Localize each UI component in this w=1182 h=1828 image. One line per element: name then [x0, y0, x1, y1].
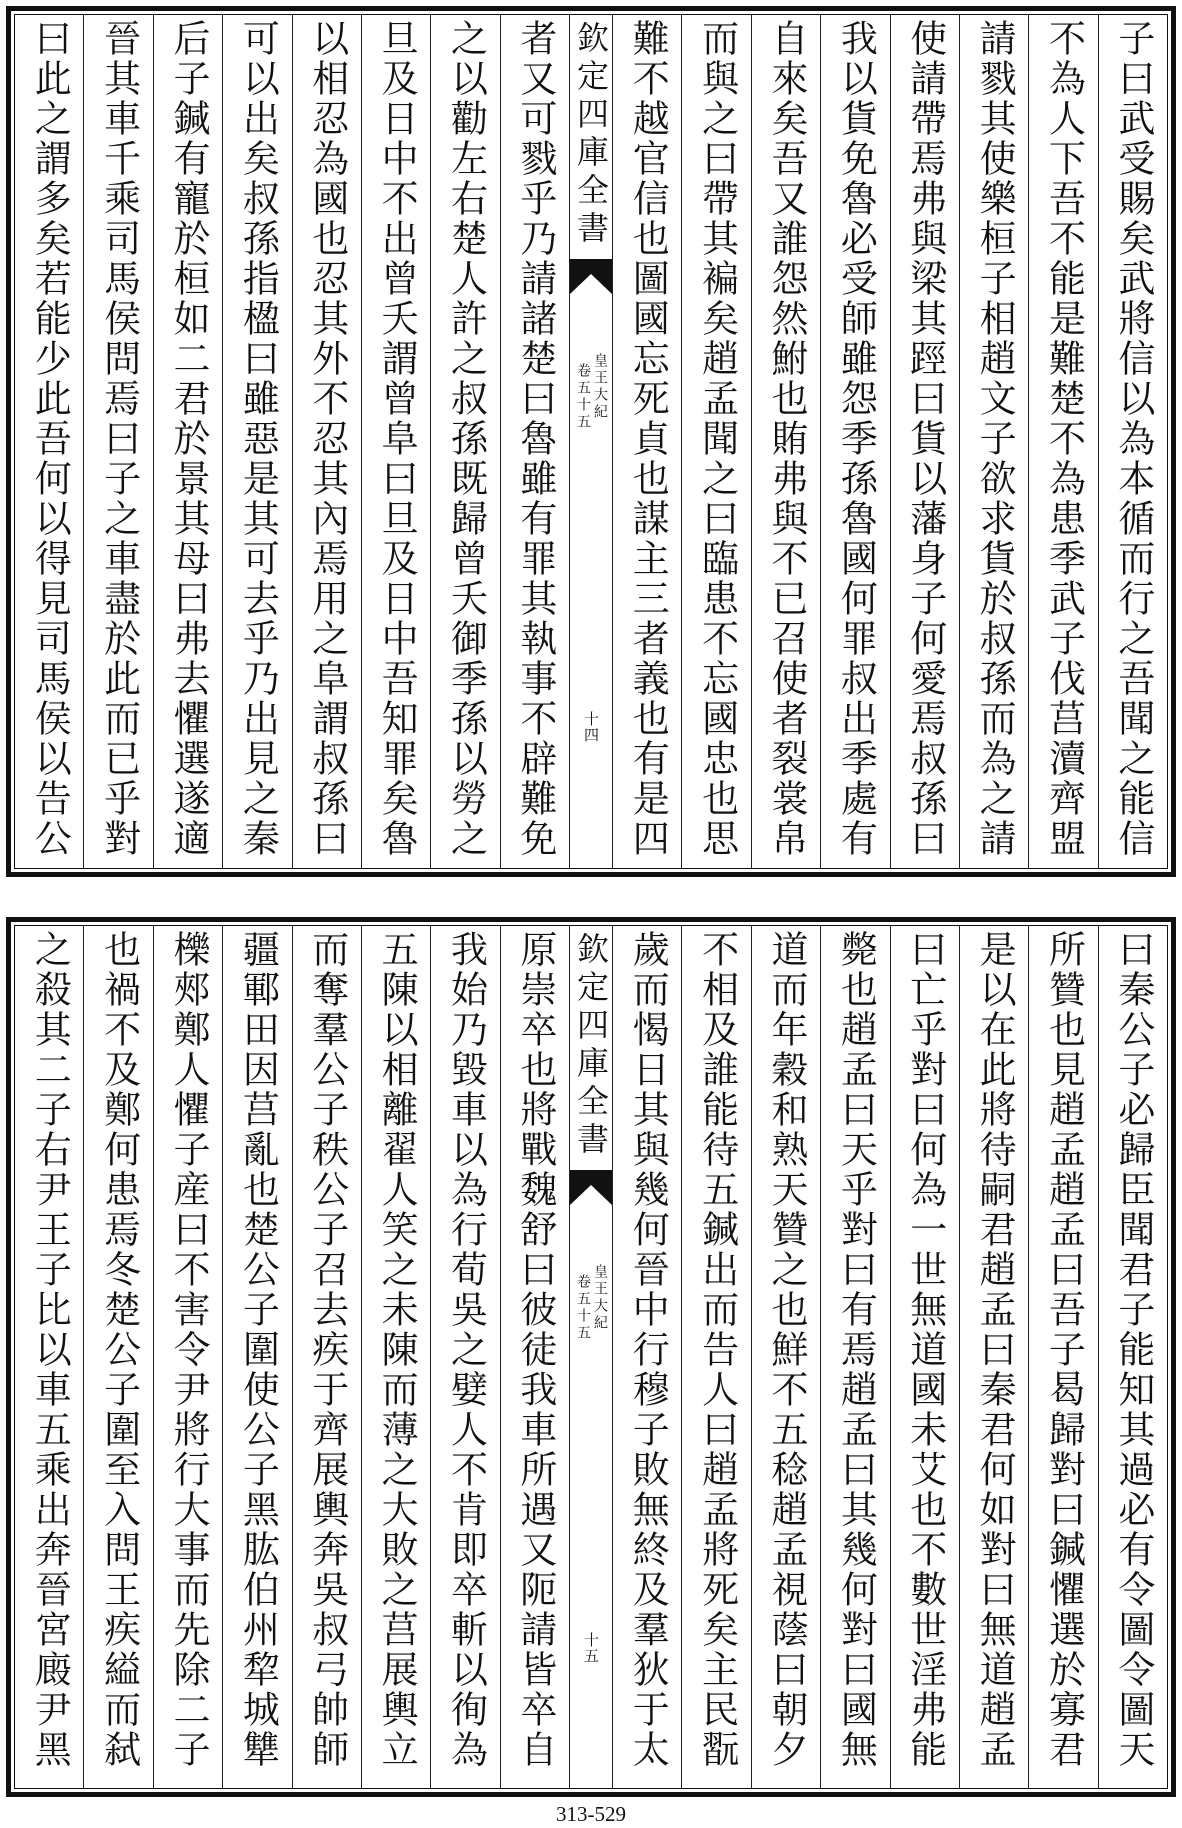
text-column	[15, 926, 84, 1788]
text-column	[613, 926, 682, 1788]
book-title: 欽定四庫全書	[572, 21, 610, 249]
fishtail-mark-icon	[570, 1170, 612, 1206]
text-column	[1029, 926, 1098, 1788]
text-column	[501, 15, 570, 868]
text-column	[1029, 15, 1098, 868]
text-column	[223, 15, 292, 868]
text-column	[501, 926, 570, 1788]
text-frame	[14, 14, 1168, 869]
fishtail-mark-icon	[570, 259, 612, 295]
text-column	[891, 15, 960, 868]
text-column	[293, 926, 362, 1788]
column-text: 所贊也見趙孟趙孟曰吾子曷歸對曰鍼懼選於寡君	[1042, 930, 1086, 1770]
text-column	[84, 15, 153, 868]
column-text: 之殺其二子右尹王子比以車五乘出奔晉宮廄尹黑	[28, 930, 72, 1770]
column-text: 不為人下吾不能是難楚不為患季武子伐莒瀆齊盟	[1042, 19, 1086, 859]
column-text: 斃也趙孟曰天乎對曰有焉趙孟曰其幾何對曰國無	[834, 930, 878, 1770]
center-margin-column	[570, 926, 613, 1788]
page-footer-code: 313-529	[556, 1802, 626, 1826]
column-text: 使請帶焉弗與梁其踁曰貨以藩身子何愛焉叔孫曰	[903, 19, 947, 859]
text-column	[84, 926, 153, 1788]
folio-bottom	[6, 917, 1176, 1797]
volume-label: 卷五十五	[575, 1274, 591, 1342]
column-text: 以相忍為國也忍其外不忍其內焉用之阜謂叔孫曰	[305, 19, 349, 859]
text-column	[821, 926, 890, 1788]
column-text: 疆鄆田因莒亂也楚公子圍使公子黑肱伯州犂城犨	[236, 930, 280, 1770]
text-column	[821, 15, 890, 868]
text-column	[891, 926, 960, 1788]
column-text: 曰此之謂多矣若能少此吾何以得見司馬侯以告公	[28, 19, 72, 859]
column-text: 道而年穀和熟天贊之也鮮不五稔趙孟視蔭曰朝夕	[764, 930, 808, 1770]
text-column	[752, 926, 821, 1788]
text-column	[1099, 926, 1167, 1788]
column-text: 歲而愒日其與幾何晉中行穆子敗無終及羣狄于太	[626, 930, 670, 1770]
column-text: 櫟郟鄭人懼子産曰不害令尹將行大事而先除二子	[166, 930, 210, 1770]
center-margin-column	[570, 15, 613, 868]
text-column	[223, 926, 292, 1788]
column-text: 之以勸左右楚人許之叔孫既歸曾夭御季孫以勞之	[444, 19, 488, 859]
column-text: 也禍不及鄭何患焉冬楚公子圍至入問王疾縊而弑	[97, 930, 141, 1770]
text-column	[15, 15, 84, 868]
text-column	[752, 15, 821, 868]
page-number: 十五	[582, 1632, 600, 1664]
column-text: 而奪羣公子秩公子召去疾于齊展輿奔吳叔弓帥師	[305, 930, 349, 1770]
column-text: 原崇卒也將戰魏舒曰彼徒我車所遇又阨請皆卒自	[513, 930, 557, 1770]
text-column	[431, 926, 500, 1788]
column-text: 者又可戮乎乃請諸楚曰魯雖有罪其執事不辟難免	[513, 19, 557, 859]
volume-label: 卷五十五	[575, 363, 591, 431]
page-number: 十四	[582, 711, 600, 743]
text-column	[960, 15, 1029, 868]
text-column	[154, 926, 223, 1788]
text-frame	[14, 925, 1168, 1789]
column-text: 我始乃毀車以為行荀吳之嬖人不肯即卒斬以徇為	[444, 930, 488, 1770]
work-title: 皇王大紀	[592, 1264, 608, 1332]
book-title: 欽定四庫全書	[572, 932, 610, 1160]
text-column	[362, 15, 431, 868]
text-column	[293, 15, 362, 868]
text-column	[682, 15, 751, 868]
text-column	[613, 15, 682, 868]
column-text: 難不越官信也圖國忘死貞也謀主三者義也有是四	[626, 19, 670, 859]
column-text: 五陳以相離翟人笑之未陳而薄之大敗之莒展輿立	[375, 930, 419, 1770]
column-text: 后子鍼有寵於桓如二君於景其母曰弗去懼選遂適	[166, 19, 210, 859]
column-text: 晉其車千乘司馬侯問焉曰子之車盡於此而已乎對	[97, 19, 141, 859]
column-text: 請戮其使樂桓子相趙文子欲求貨於叔孫而為之請	[973, 19, 1017, 859]
text-column	[960, 926, 1029, 1788]
column-text: 可以出矣叔孫指楹曰雖惡是其可去乎乃出見之秦	[236, 19, 280, 859]
work-title: 皇王大紀	[592, 353, 608, 421]
column-text: 自來矣吾又誰怨然鮒也賄弗與不已召使者裂裳帛	[764, 19, 808, 859]
column-text: 不相及誰能待五鍼出而告人曰趙孟將死矣主民翫	[695, 930, 739, 1770]
folio-top	[6, 6, 1176, 877]
column-text: 我以貨免魯必受師雖怨季孫魯國何罪叔出季處有	[834, 19, 878, 859]
text-column	[1099, 15, 1167, 868]
column-text: 旦及日中不出曾夭謂曾阜曰旦及日中吾知罪矣魯	[375, 19, 419, 859]
text-column	[682, 926, 751, 1788]
column-text: 曰秦公子必歸臣聞君子能知其過必有令圖令圖天	[1111, 930, 1155, 1770]
text-column	[362, 926, 431, 1788]
column-text: 是以在此將待嗣君趙孟曰秦君何如對曰無道趙孟	[973, 930, 1017, 1770]
text-column	[154, 15, 223, 868]
text-column	[431, 15, 500, 868]
column-text: 曰亡乎對曰何為一世無道國未艾也不數世淫弗能	[903, 930, 947, 1770]
column-text: 而與之曰帶其褊矣趙孟聞之曰臨患不忘國忠也思	[695, 19, 739, 859]
column-text: 子曰武受賜矣武將信以為本循而行之吾聞之能信	[1111, 19, 1155, 859]
